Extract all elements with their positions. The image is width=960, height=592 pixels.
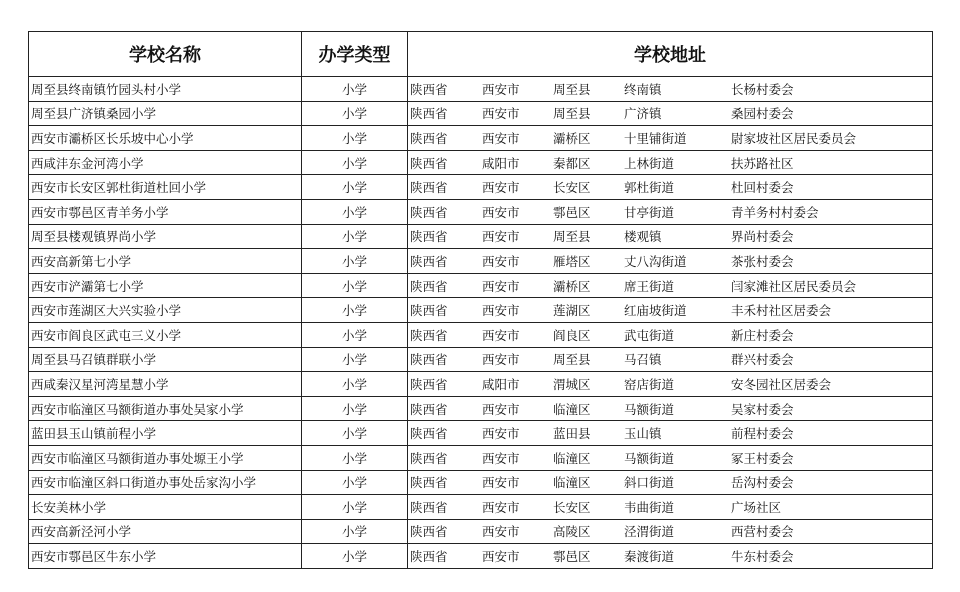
school-address-cell: [408, 249, 933, 274]
address-town: 丈八沟街道: [624, 253, 687, 269]
address-city: 西安市: [482, 327, 520, 343]
address-district: 渭城区: [553, 376, 591, 392]
address-province: 陕西省: [410, 204, 448, 220]
school-type-cell: 小学: [302, 126, 408, 151]
address-community: 安冬园社区居委会: [731, 376, 832, 392]
address-district: 长安区: [553, 180, 591, 196]
table-row: [29, 495, 933, 520]
school-address-cell: [408, 544, 933, 569]
address-city: 西安市: [482, 229, 520, 245]
school-name-cell: 蓝田县玉山镇前程小学: [29, 421, 302, 446]
address-city: 西安市: [482, 524, 520, 540]
address-district: 周至县: [553, 229, 591, 245]
address-province: 陕西省: [410, 106, 448, 122]
address-district: 周至县: [553, 106, 591, 122]
address-city: 西安市: [482, 130, 520, 146]
school-address-cell: [408, 126, 933, 151]
address-town: 郭杜街道: [624, 180, 675, 196]
address-city: 咸阳市: [482, 376, 520, 392]
address-province: 陕西省: [410, 229, 448, 245]
school-name-cell: 周至县终南镇竹园头村小学: [29, 77, 302, 102]
address-province: 陕西省: [410, 475, 448, 491]
address-town: 秦渡街道: [624, 549, 675, 565]
table-row: [29, 126, 933, 151]
address-community: 长杨村委会: [731, 81, 794, 97]
school-type-cell: 小学: [302, 421, 408, 446]
address-province: 陕西省: [410, 450, 448, 466]
address-town: 甘亭街道: [624, 204, 675, 220]
table-row: [29, 470, 933, 495]
address-community: 闫家滩社区居民委员会: [731, 278, 857, 294]
address-district: 临潼区: [553, 475, 591, 491]
school-name-cell: 西安市临潼区斜口街道办事处岳家沟小学: [29, 470, 302, 495]
school-address-cell: [408, 322, 933, 347]
address-town: 韦曲街道: [624, 499, 675, 515]
address-community: 吴家村委会: [731, 401, 794, 417]
address-city: 西安市: [482, 180, 520, 196]
address-community: 冢王村委会: [731, 450, 794, 466]
address-community: 广场社区: [731, 499, 782, 515]
address-province: 陕西省: [410, 426, 448, 442]
address-city: 西安市: [482, 499, 520, 515]
address-town: 马额街道: [624, 401, 675, 417]
table-row: [29, 77, 933, 102]
school-name-cell: 西安高新泾河小学: [29, 519, 302, 544]
address-district: 灞桥区: [553, 278, 591, 294]
school-type-cell: 小学: [302, 199, 408, 224]
address-city: 西安市: [482, 426, 520, 442]
address-community: 岳沟村委会: [731, 475, 794, 491]
header-row: [29, 32, 933, 77]
address-community: 青羊务村村委会: [731, 204, 819, 220]
school-address-cell: [408, 347, 933, 372]
school-type-cell: 小学: [302, 322, 408, 347]
school-name-cell: 周至县马召镇群联小学: [29, 347, 302, 372]
address-province: 陕西省: [410, 524, 448, 540]
address-city: 西安市: [482, 253, 520, 269]
address-province: 陕西省: [410, 81, 448, 97]
address-community: 桑园村委会: [731, 106, 794, 122]
address-city: 西安市: [482, 549, 520, 565]
address-town: 斜口街道: [624, 475, 675, 491]
header-school-type: 办学类型: [302, 32, 408, 77]
school-address-cell: [408, 199, 933, 224]
school-type-cell: 小学: [302, 101, 408, 126]
address-city: 西安市: [482, 81, 520, 97]
school-address-cell: [408, 77, 933, 102]
school-address-cell: [408, 421, 933, 446]
address-district: 临潼区: [553, 450, 591, 466]
address-city: 西安市: [482, 401, 520, 417]
address-community: 牛东村委会: [731, 549, 794, 565]
table-row: [29, 372, 933, 397]
address-district: 灞桥区: [553, 130, 591, 146]
address-town: 马额街道: [624, 450, 675, 466]
school-type-cell: 小学: [302, 445, 408, 470]
address-town: 红庙坡街道: [624, 303, 687, 319]
address-city: 西安市: [482, 450, 520, 466]
address-province: 陕西省: [410, 278, 448, 294]
address-province: 陕西省: [410, 401, 448, 417]
school-type-cell: 小学: [302, 175, 408, 200]
school-name-cell: 西安市鄠邑区牛东小学: [29, 544, 302, 569]
table-row: [29, 396, 933, 421]
address-province: 陕西省: [410, 549, 448, 565]
address-city: 西安市: [482, 204, 520, 220]
address-town: 十里铺街道: [624, 130, 687, 146]
school-type-cell: 小学: [302, 249, 408, 274]
school-name-cell: 周至县楼观镇界尚小学: [29, 224, 302, 249]
school-type-cell: 小学: [302, 396, 408, 421]
school-address-cell: [408, 495, 933, 520]
school-table-container: [28, 31, 932, 569]
address-city: 西安市: [482, 475, 520, 491]
address-province: 陕西省: [410, 376, 448, 392]
header-school-name: 学校名称: [29, 32, 302, 77]
school-type-cell: 小学: [302, 495, 408, 520]
address-community: 新庄村委会: [731, 327, 794, 343]
school-type-cell: 小学: [302, 544, 408, 569]
address-community: 西营村委会: [731, 524, 794, 540]
address-city: 西安市: [482, 278, 520, 294]
address-district: 周至县: [553, 352, 591, 368]
table-row: [29, 249, 933, 274]
address-community: 茶张村委会: [731, 253, 794, 269]
table-row: [29, 298, 933, 323]
address-town: 终南镇: [624, 81, 662, 97]
school-address-cell: [408, 150, 933, 175]
address-community: 扶苏路社区: [731, 155, 794, 171]
school-type-cell: 小学: [302, 347, 408, 372]
address-province: 陕西省: [410, 130, 448, 146]
school-name-cell: 西安市灞桥区长乐坡中心小学: [29, 126, 302, 151]
address-community: 杜回村委会: [731, 180, 794, 196]
address-town: 马召镇: [624, 352, 662, 368]
school-address-cell: [408, 101, 933, 126]
header-school-address: 学校地址: [408, 32, 933, 77]
school-type-cell: 小学: [302, 372, 408, 397]
address-community: 群兴村委会: [731, 352, 794, 368]
address-town: 楼观镇: [624, 229, 662, 245]
address-district: 莲湖区: [553, 303, 591, 319]
address-district: 长安区: [553, 499, 591, 515]
table-row: [29, 273, 933, 298]
table-row: [29, 150, 933, 175]
address-district: 临潼区: [553, 401, 591, 417]
school-address-cell: [408, 224, 933, 249]
address-province: 陕西省: [410, 180, 448, 196]
table-row: [29, 224, 933, 249]
address-city: 西安市: [482, 106, 520, 122]
table-row: [29, 175, 933, 200]
address-district: 周至县: [553, 81, 591, 97]
school-name-cell: 西咸秦汉星河湾星慧小学: [29, 372, 302, 397]
school-address-cell: [408, 298, 933, 323]
address-community: 丰禾村社区居委会: [731, 303, 832, 319]
school-name-cell: 西安市临潼区马额街道办事处塬王小学: [29, 445, 302, 470]
school-name-cell: 西安市莲湖区大兴实验小学: [29, 298, 302, 323]
table-row: [29, 519, 933, 544]
address-city: 咸阳市: [482, 155, 520, 171]
address-province: 陕西省: [410, 303, 448, 319]
school-name-cell: 西安市临潼区马额街道办事处吴家小学: [29, 396, 302, 421]
school-address-cell: [408, 445, 933, 470]
address-city: 西安市: [482, 303, 520, 319]
school-type-cell: 小学: [302, 298, 408, 323]
table-row: [29, 347, 933, 372]
address-city: 西安市: [482, 352, 520, 368]
address-district: 高陵区: [553, 524, 591, 540]
school-name-cell: 周至县广济镇桑园小学: [29, 101, 302, 126]
address-district: 蓝田县: [553, 426, 591, 442]
school-address-cell: [408, 273, 933, 298]
address-town: 玉山镇: [624, 426, 662, 442]
address-town: 泾渭街道: [624, 524, 675, 540]
address-district: 雁塔区: [553, 253, 591, 269]
address-province: 陕西省: [410, 155, 448, 171]
school-address-cell: [408, 372, 933, 397]
address-town: 上林街道: [624, 155, 675, 171]
school-type-cell: 小学: [302, 273, 408, 298]
school-table: [28, 31, 933, 569]
school-address-cell: [408, 175, 933, 200]
school-address-cell: [408, 519, 933, 544]
school-type-cell: 小学: [302, 470, 408, 495]
address-town: 广济镇: [624, 106, 662, 122]
school-name-cell: 长安美林小学: [29, 495, 302, 520]
address-district: 鄠邑区: [553, 204, 591, 220]
address-province: 陕西省: [410, 327, 448, 343]
table-row: [29, 544, 933, 569]
address-town: 窑店街道: [624, 376, 675, 392]
table-row: [29, 322, 933, 347]
school-name-cell: 西安市浐灞第七小学: [29, 273, 302, 298]
school-address-cell: [408, 470, 933, 495]
address-community: 尉家坡社区居民委员会: [731, 130, 857, 146]
address-community: 前程村委会: [731, 426, 794, 442]
address-province: 陕西省: [410, 499, 448, 515]
school-address-cell: [408, 396, 933, 421]
address-community: 界尚村委会: [731, 229, 794, 245]
address-province: 陕西省: [410, 253, 448, 269]
school-name-cell: 西安市鄠邑区青羊务小学: [29, 199, 302, 224]
school-type-cell: 小学: [302, 224, 408, 249]
address-province: 陕西省: [410, 352, 448, 368]
school-name-cell: 西咸沣东金河湾小学: [29, 150, 302, 175]
school-name-cell: 西安市长安区郭杜街道杜回小学: [29, 175, 302, 200]
school-type-cell: 小学: [302, 77, 408, 102]
table-row: [29, 445, 933, 470]
table-row: [29, 101, 933, 126]
school-type-cell: 小学: [302, 150, 408, 175]
table-row: [29, 199, 933, 224]
address-district: 阎良区: [553, 327, 591, 343]
table-row: [29, 421, 933, 446]
address-town: 武屯街道: [624, 327, 675, 343]
school-name-cell: 西安高新第七小学: [29, 249, 302, 274]
school-name-cell: 西安市阎良区武屯三义小学: [29, 322, 302, 347]
school-type-cell: 小学: [302, 519, 408, 544]
address-district: 鄠邑区: [553, 549, 591, 565]
address-district: 秦都区: [553, 155, 591, 171]
address-town: 席王街道: [624, 278, 675, 294]
